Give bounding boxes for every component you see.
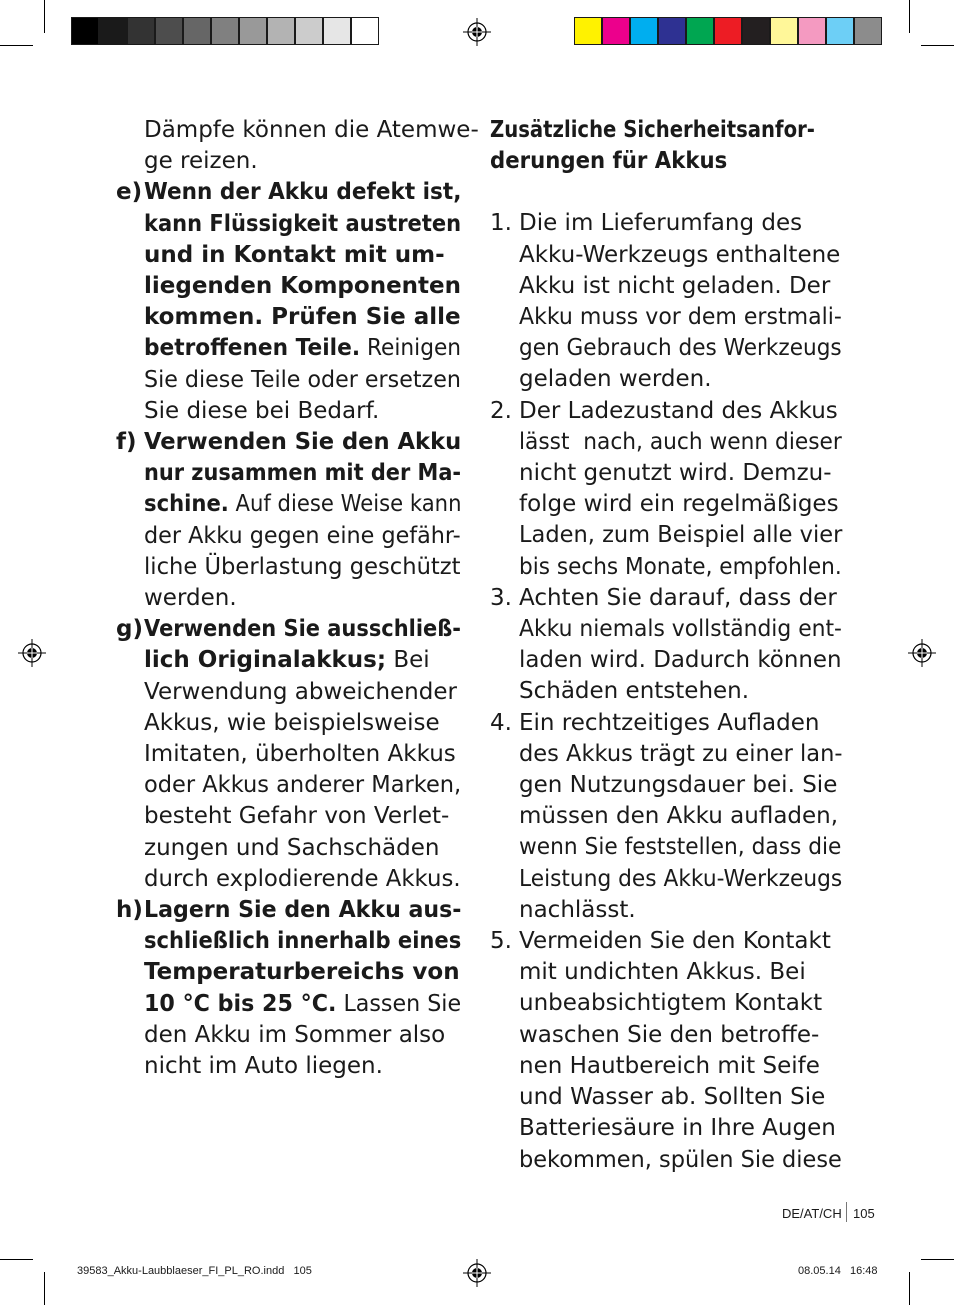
color-swatch [658, 17, 686, 45]
continuation-text [116, 115, 479, 177]
color-swatch [770, 17, 798, 45]
registration-mark-icon [463, 18, 491, 46]
text-line [144, 427, 462, 458]
crop-mark [909, 0, 910, 33]
regular-text: Auf diese Weise kann [228, 491, 462, 518]
text-line: nachlässt. [519, 896, 636, 923]
text-line [144, 864, 461, 895]
list-marker: h) [116, 897, 143, 924]
bold-text: kann Flüssigkeit austreten [144, 210, 462, 237]
numbered-list-item [490, 396, 842, 583]
list-marker: e) [116, 179, 143, 206]
text-line [144, 895, 462, 926]
color-swatch [239, 17, 267, 45]
text-line [144, 1020, 461, 1051]
color-swatch [574, 17, 602, 45]
text-line: Akku ist nicht geladen. Der [519, 272, 831, 299]
regular-text: den Akku im Sommer also [144, 1021, 446, 1048]
color-swatch [323, 17, 351, 45]
regular-text: werden. [144, 585, 237, 612]
crop-mark [909, 1272, 910, 1305]
text-line: geladen werden. [519, 366, 712, 393]
text-line [144, 177, 462, 208]
text-line: nicht genutzt wird. Demzu- [519, 460, 832, 487]
numbered-list-item [490, 583, 842, 708]
text-line: lässt nach, auch wenn dieser [519, 428, 842, 455]
text-line: gen Gebrauch des Werkzeugs [519, 335, 842, 362]
text-line: des Akkus trägt zu einer lan- [519, 740, 843, 767]
text-line: bekommen, spülen Sie diese [519, 1146, 842, 1173]
text-line [144, 957, 461, 988]
text-line [144, 365, 461, 396]
list-number: 5. [490, 928, 512, 955]
text-line [144, 926, 462, 957]
bold-text: Lagern Sie den Akku aus- [144, 897, 462, 924]
regular-text: zungen und Sachschäden [144, 834, 440, 861]
regular-text: Akkus, wie beispielsweise [144, 709, 440, 736]
text-line [144, 1051, 461, 1082]
crop-mark [0, 1259, 33, 1260]
slug-filename: 39583_Akku-Laubblaeser_FI_PL_RO.indd 105 [77, 1265, 312, 1277]
bold-text: Temperaturbereichs von [144, 959, 460, 986]
list-number: 2. [490, 397, 512, 424]
text-line: bis sechs Monate, empfohlen. [519, 553, 842, 580]
text-line: Vermeiden Sie den Kontakt [519, 928, 831, 955]
text-line [144, 521, 461, 552]
text-line [144, 833, 461, 864]
color-swatch [183, 17, 211, 45]
text-line: Schäden entstehen. [519, 678, 750, 705]
crop-mark [921, 45, 954, 46]
color-swatch [71, 17, 99, 45]
slug-datetime: 08.05.14 16:48 [798, 1265, 878, 1277]
registration-mark-icon [908, 639, 936, 667]
numbered-list-item [490, 926, 842, 1176]
bold-text: liegenden Komponenten [144, 273, 462, 300]
regular-text: Imitaten, überholten Akkus [144, 741, 456, 768]
color-swatch [295, 17, 323, 45]
text-line [144, 645, 461, 676]
text-line: müssen den Akku aufladen, [519, 803, 839, 830]
regular-text: Bei [386, 647, 430, 674]
text-line [144, 552, 461, 583]
registration-mark-icon [18, 639, 46, 667]
bold-text: Wenn der Akku defekt ist, [144, 179, 462, 206]
text-line [144, 989, 462, 1020]
text-line: Leistung des Akku-Werkzeugs [519, 865, 843, 892]
text-line [144, 708, 461, 739]
color-swatch [798, 17, 826, 45]
registration-mark-icon [463, 1259, 491, 1287]
text-line: Achten Sie darauf, dass der [519, 584, 837, 611]
text-line: Laden, zum Beispiel alle vier [519, 522, 843, 549]
text-line: Ein rechtzeitiges Aufladen [519, 709, 820, 736]
text-line [144, 489, 462, 520]
list-item [116, 895, 461, 1082]
text-line [144, 209, 462, 240]
regular-text: Reinigen [360, 335, 462, 362]
color-swatch [714, 17, 742, 45]
color-swatch [826, 17, 854, 45]
footer-divider [846, 1202, 847, 1222]
text-line: Batteriesäure in Ihre Augen [519, 1115, 836, 1142]
text-line: laden wird. Dadurch können [519, 647, 842, 674]
list-marker: g) [116, 616, 143, 643]
text-line: gen Nutzungsdauer bei. Sie [519, 772, 838, 799]
color-swatch [211, 17, 239, 45]
regular-text: Sie diese Teile oder ersetzen [144, 366, 461, 393]
bold-text: und in Kontakt mit um- [144, 241, 445, 268]
crop-mark [0, 45, 33, 46]
text-line [144, 302, 461, 333]
text-line [144, 240, 461, 271]
numbered-list-item [490, 208, 842, 395]
crop-mark [44, 0, 45, 33]
text-line: waschen Sie den betroffe- [519, 1021, 820, 1048]
text-line [144, 333, 462, 364]
color-swatch [630, 17, 658, 45]
list-item [116, 177, 461, 427]
bold-text: lich Originalakkus; [144, 647, 387, 674]
text-line: Dämpfe können die Atemwe- [144, 117, 479, 143]
color-swatch [99, 17, 127, 45]
text-line: Akku-Werkzeugs enthaltene [519, 241, 841, 268]
color-swatch [351, 17, 379, 45]
text-line [144, 739, 461, 770]
list-item [116, 427, 461, 614]
list-number: 3. [490, 584, 512, 611]
text-line: ge reizen. [144, 148, 258, 175]
text-line: Der Ladezustand des Akkus [519, 397, 838, 424]
color-swatch [854, 17, 882, 45]
text-line: wenn Sie feststellen, dass die [519, 834, 842, 861]
color-swatch [742, 17, 770, 45]
text-line [144, 271, 461, 302]
color-swatch [267, 17, 295, 45]
color-swatch [127, 17, 155, 45]
text-line: unbeabsichtigtem Kontakt [519, 990, 823, 1017]
numbered-list [490, 208, 842, 1175]
region-label: DE/AT/CH [782, 1206, 842, 1221]
text-line [144, 396, 461, 427]
text-line: nen Hautbereich mit Seife [519, 1052, 820, 1079]
text-line: und Wasser ab. Sollten Sie [519, 1084, 826, 1111]
text-line: mit undichten Akkus. Bei [519, 959, 806, 986]
bold-text: betroffenen Teile. [144, 335, 361, 362]
bold-text: Verwenden Sie ausschließ- [144, 616, 461, 643]
crop-mark [921, 1259, 954, 1260]
regular-text: liche Überlastung geschützt [144, 553, 461, 580]
crop-mark [44, 1272, 45, 1305]
bold-text: nur zusammen mit der Ma- [144, 460, 462, 487]
color-swatch [686, 17, 714, 45]
list-marker: f) [116, 429, 137, 456]
bold-text: 10 °C bis 25 °C. [144, 990, 337, 1017]
numbered-list-item [490, 708, 842, 926]
left-column [116, 115, 479, 1082]
regular-text: oder Akkus anderer Marken, [144, 772, 462, 799]
page-number: 105 [853, 1206, 875, 1221]
text-line: folge wird ein regelmäßiges [519, 491, 839, 518]
color-swatch [155, 17, 183, 45]
right-column [490, 115, 842, 1176]
text-line: Akku niemals vollständig ent- [519, 616, 842, 643]
bold-text: kommen. Prüfen Sie alle [144, 304, 461, 331]
text-line [144, 801, 461, 832]
text-line [144, 770, 462, 801]
regular-text: Sie diese bei Bedarf. [144, 397, 380, 424]
list-item [116, 614, 461, 895]
regular-text: der Akku gegen eine gefähr- [144, 522, 461, 549]
regular-text: Lassen Sie [336, 990, 462, 1017]
text-line [144, 677, 461, 708]
color-bar [574, 17, 882, 45]
bold-text: schine. [144, 491, 229, 518]
regular-text: besteht Gefahr von Verlet- [144, 803, 450, 830]
section-heading [490, 115, 815, 177]
regular-text: durch explodierende Akkus. [144, 865, 461, 892]
section-heading-line: derungen für Akkus [490, 148, 728, 175]
text-line [144, 614, 461, 645]
color-swatch [602, 17, 630, 45]
text-line: Akku muss vor dem erstmali- [519, 304, 842, 331]
bold-text: schließlich innerhalb eines [144, 928, 462, 955]
regular-text: nicht im Auto liegen. [144, 1053, 383, 1080]
section-heading-line: Zusätzliche Sicherheitsanfor- [490, 117, 815, 143]
gray-scale-bar [71, 17, 379, 45]
text-line: Die im Lieferumfang des [519, 210, 803, 237]
list-number: 1. [490, 210, 512, 237]
regular-text: Verwendung abweichender [144, 678, 457, 705]
bold-text: Verwenden Sie den Akku [144, 429, 462, 456]
list-number: 4. [490, 709, 512, 736]
text-line [144, 583, 461, 614]
text-line [144, 458, 462, 489]
